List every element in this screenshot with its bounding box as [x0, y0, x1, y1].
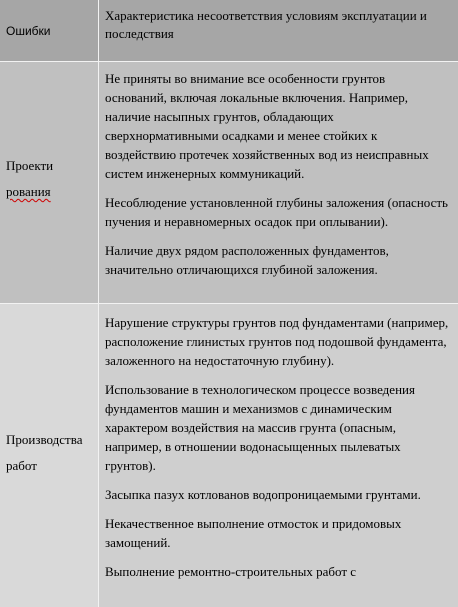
row-construction-label-line2: работ [6, 458, 37, 473]
row-construction-content-cell [98, 303, 458, 607]
header-description-label: Характеристика несоответствия условиям эксплуатации и последствия [105, 8, 427, 41]
row-construction-label-line1: Производства [6, 432, 83, 447]
header-errors-cell [0, 0, 98, 61]
design-item-3: Наличие двух рядом расположенных фундаментов, значительно отличающихся глубиной заложения. [105, 243, 389, 277]
row-design-label-line1: Проекти [6, 158, 54, 173]
construction-item-5: Выполнение ремонтно-строительных работ с [105, 564, 357, 579]
construction-item-1: Нарушение структуры грунтов под фундаментами (например, расположение глинистых грунтов под подошвой фундамента, заложенного на недостаточную глубину). [105, 315, 449, 368]
header-errors-label: Ошибки [6, 23, 51, 38]
row-construction-label [6, 427, 82, 479]
design-item-2: Несоблюдение установленной глубины заложения (опасность пучения и неравномерных осадок при оплывании). [105, 195, 448, 229]
design-item-1: Не приняты во внимание все особенности грунтов оснований, включая локальные включения. Например, наличие насыпных грунтов, обладающих сверхнормативными осадками и менее стойких к воздействию протечек хозяйственных вод из неисправных систем инженерных коммуникаций. [105, 71, 429, 181]
construction-item-2: Использование в технологическом процессе возведения фундаментов машин и механизмов с динамическим характером воздействия на массив грунта (опасным, например, в отношении водонасыщенных пылеватых грунтов). [105, 382, 415, 473]
row-design-label-line2: рования [6, 184, 51, 199]
row-design-content-cell [98, 61, 458, 303]
header-description-cell [98, 0, 458, 61]
row-design-label [6, 153, 53, 205]
construction-item-3: Засыпка пазух котлованов водопроницаемыми грунтами. [105, 487, 421, 502]
construction-item-4: Некачественное выполнение отмосток и придомовых замощений. [105, 516, 402, 550]
